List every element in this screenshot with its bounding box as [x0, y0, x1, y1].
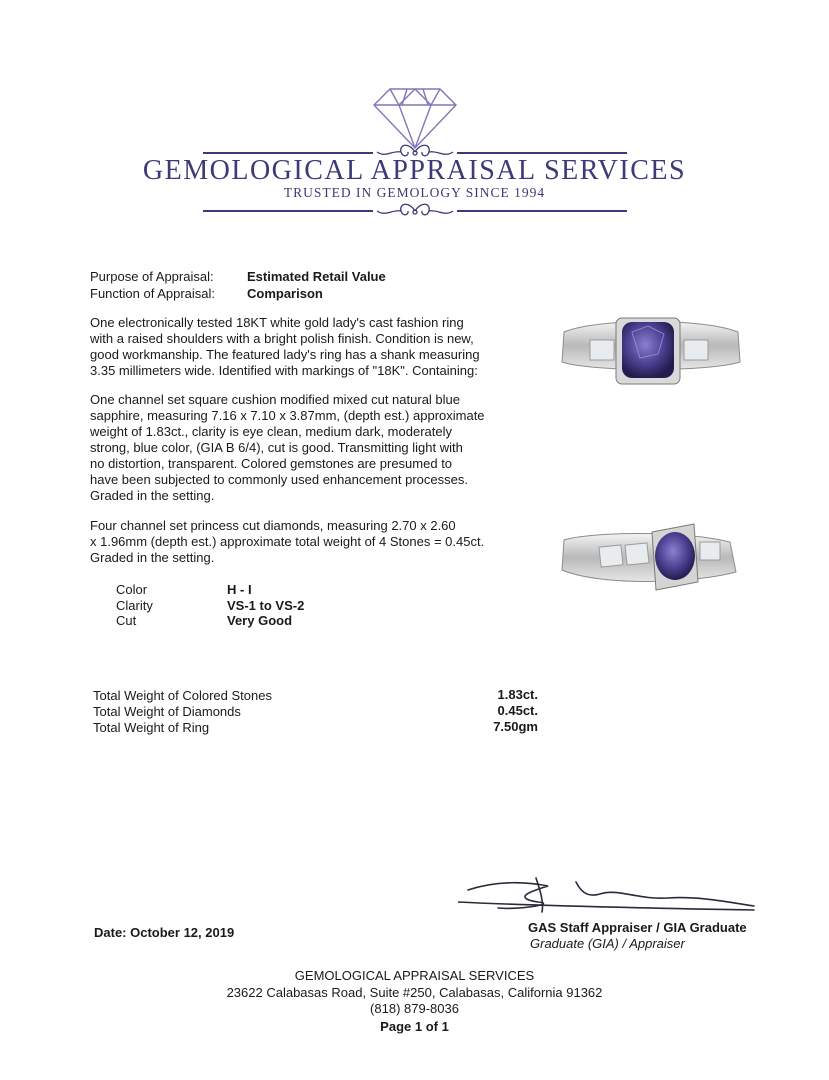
- company-name: GEMOLOGICAL APPRAISAL SERVICES: [142, 155, 687, 186]
- header-rule-top-right: [457, 152, 627, 154]
- diamond-description: Four channel set princess cut diamonds, measuring 2.70 x 2.60 x 1.96mm (depth est.) approximate total weight of 4 Stones = 0.45ct. Graded in the setting.: [90, 518, 485, 565]
- total-colored-value: 1.83ct.: [497, 687, 538, 702]
- ring-angle-photo: [560, 512, 745, 597]
- signature-subtitle: Graduate (GIA) / Appraiser: [530, 936, 685, 951]
- total-ring-value: 7.50gm: [493, 719, 538, 734]
- total-ring-label: Total Weight of Ring: [93, 720, 210, 735]
- footer-phone: (818) 879-8036: [370, 1001, 459, 1016]
- page-number: Page 1 of 1: [380, 1019, 449, 1034]
- company-tagline: TRUSTED IN GEMOLOGY SINCE 1994: [283, 185, 546, 200]
- total-diamonds-label: Total Weight of Diamonds: [93, 704, 241, 719]
- cut-value: Very Good: [227, 613, 293, 628]
- signature-date: Date: October 12, 2019: [94, 925, 235, 940]
- color-label: Color: [116, 582, 148, 597]
- header-rule-bottom-right: [457, 210, 627, 212]
- footer-company: GEMOLOGICAL APPRAISAL SERVICES: [294, 968, 535, 983]
- ring-front-photo: [558, 310, 743, 390]
- appraiser-signature: [458, 872, 758, 917]
- clarity-value: VS-1 to VS-2: [227, 598, 305, 613]
- total-colored-label: Total Weight of Colored Stones: [93, 688, 272, 703]
- color-value: H - I: [227, 582, 252, 597]
- ring-description: One electronically tested 18KT white gold lady's cast fashion ring with a raised shoulders with a bright polish finish. Condition is new, good workmanship. The featured lady's ring has a shank measuring 3.35 millimeters wide. Identified with markings of "18K". Containing:: [90, 315, 480, 378]
- header-rule-bottom-left: [203, 210, 373, 212]
- sapphire-description: One channel set square cushion modified mixed cut natural blue sapphire, measuring 7.16 x 7.10 x 3.87mm, (depth est.) approximate weight of 1.83ct., clarity is eye clean, medium dark, moderately strong, blue color, (GIA B 6/4), cut is good. Transmitting light with no distortion, transparent. Colored gemstones are presumed to have been subjected to commonly used enhancement processes. Graded in the setting.: [90, 392, 485, 503]
- header-rule-top-left: [203, 152, 373, 154]
- purpose-value: Estimated Retail Value: [247, 269, 386, 284]
- cut-label: Cut: [116, 613, 137, 628]
- footer-address: 23622 Calabasas Road, Suite #250, Calabasas, California 91362: [226, 985, 603, 1000]
- function-label: Function of Appraisal:: [90, 286, 216, 301]
- clarity-label: Clarity: [116, 598, 153, 613]
- signature-title: GAS Staff Appraiser / GIA Graduate: [528, 920, 747, 935]
- purpose-label: Purpose of Appraisal:: [90, 269, 214, 284]
- scroll-ornament-icon: [375, 199, 455, 223]
- function-value: Comparison: [247, 286, 323, 301]
- total-diamonds-value: 0.45ct.: [497, 703, 538, 718]
